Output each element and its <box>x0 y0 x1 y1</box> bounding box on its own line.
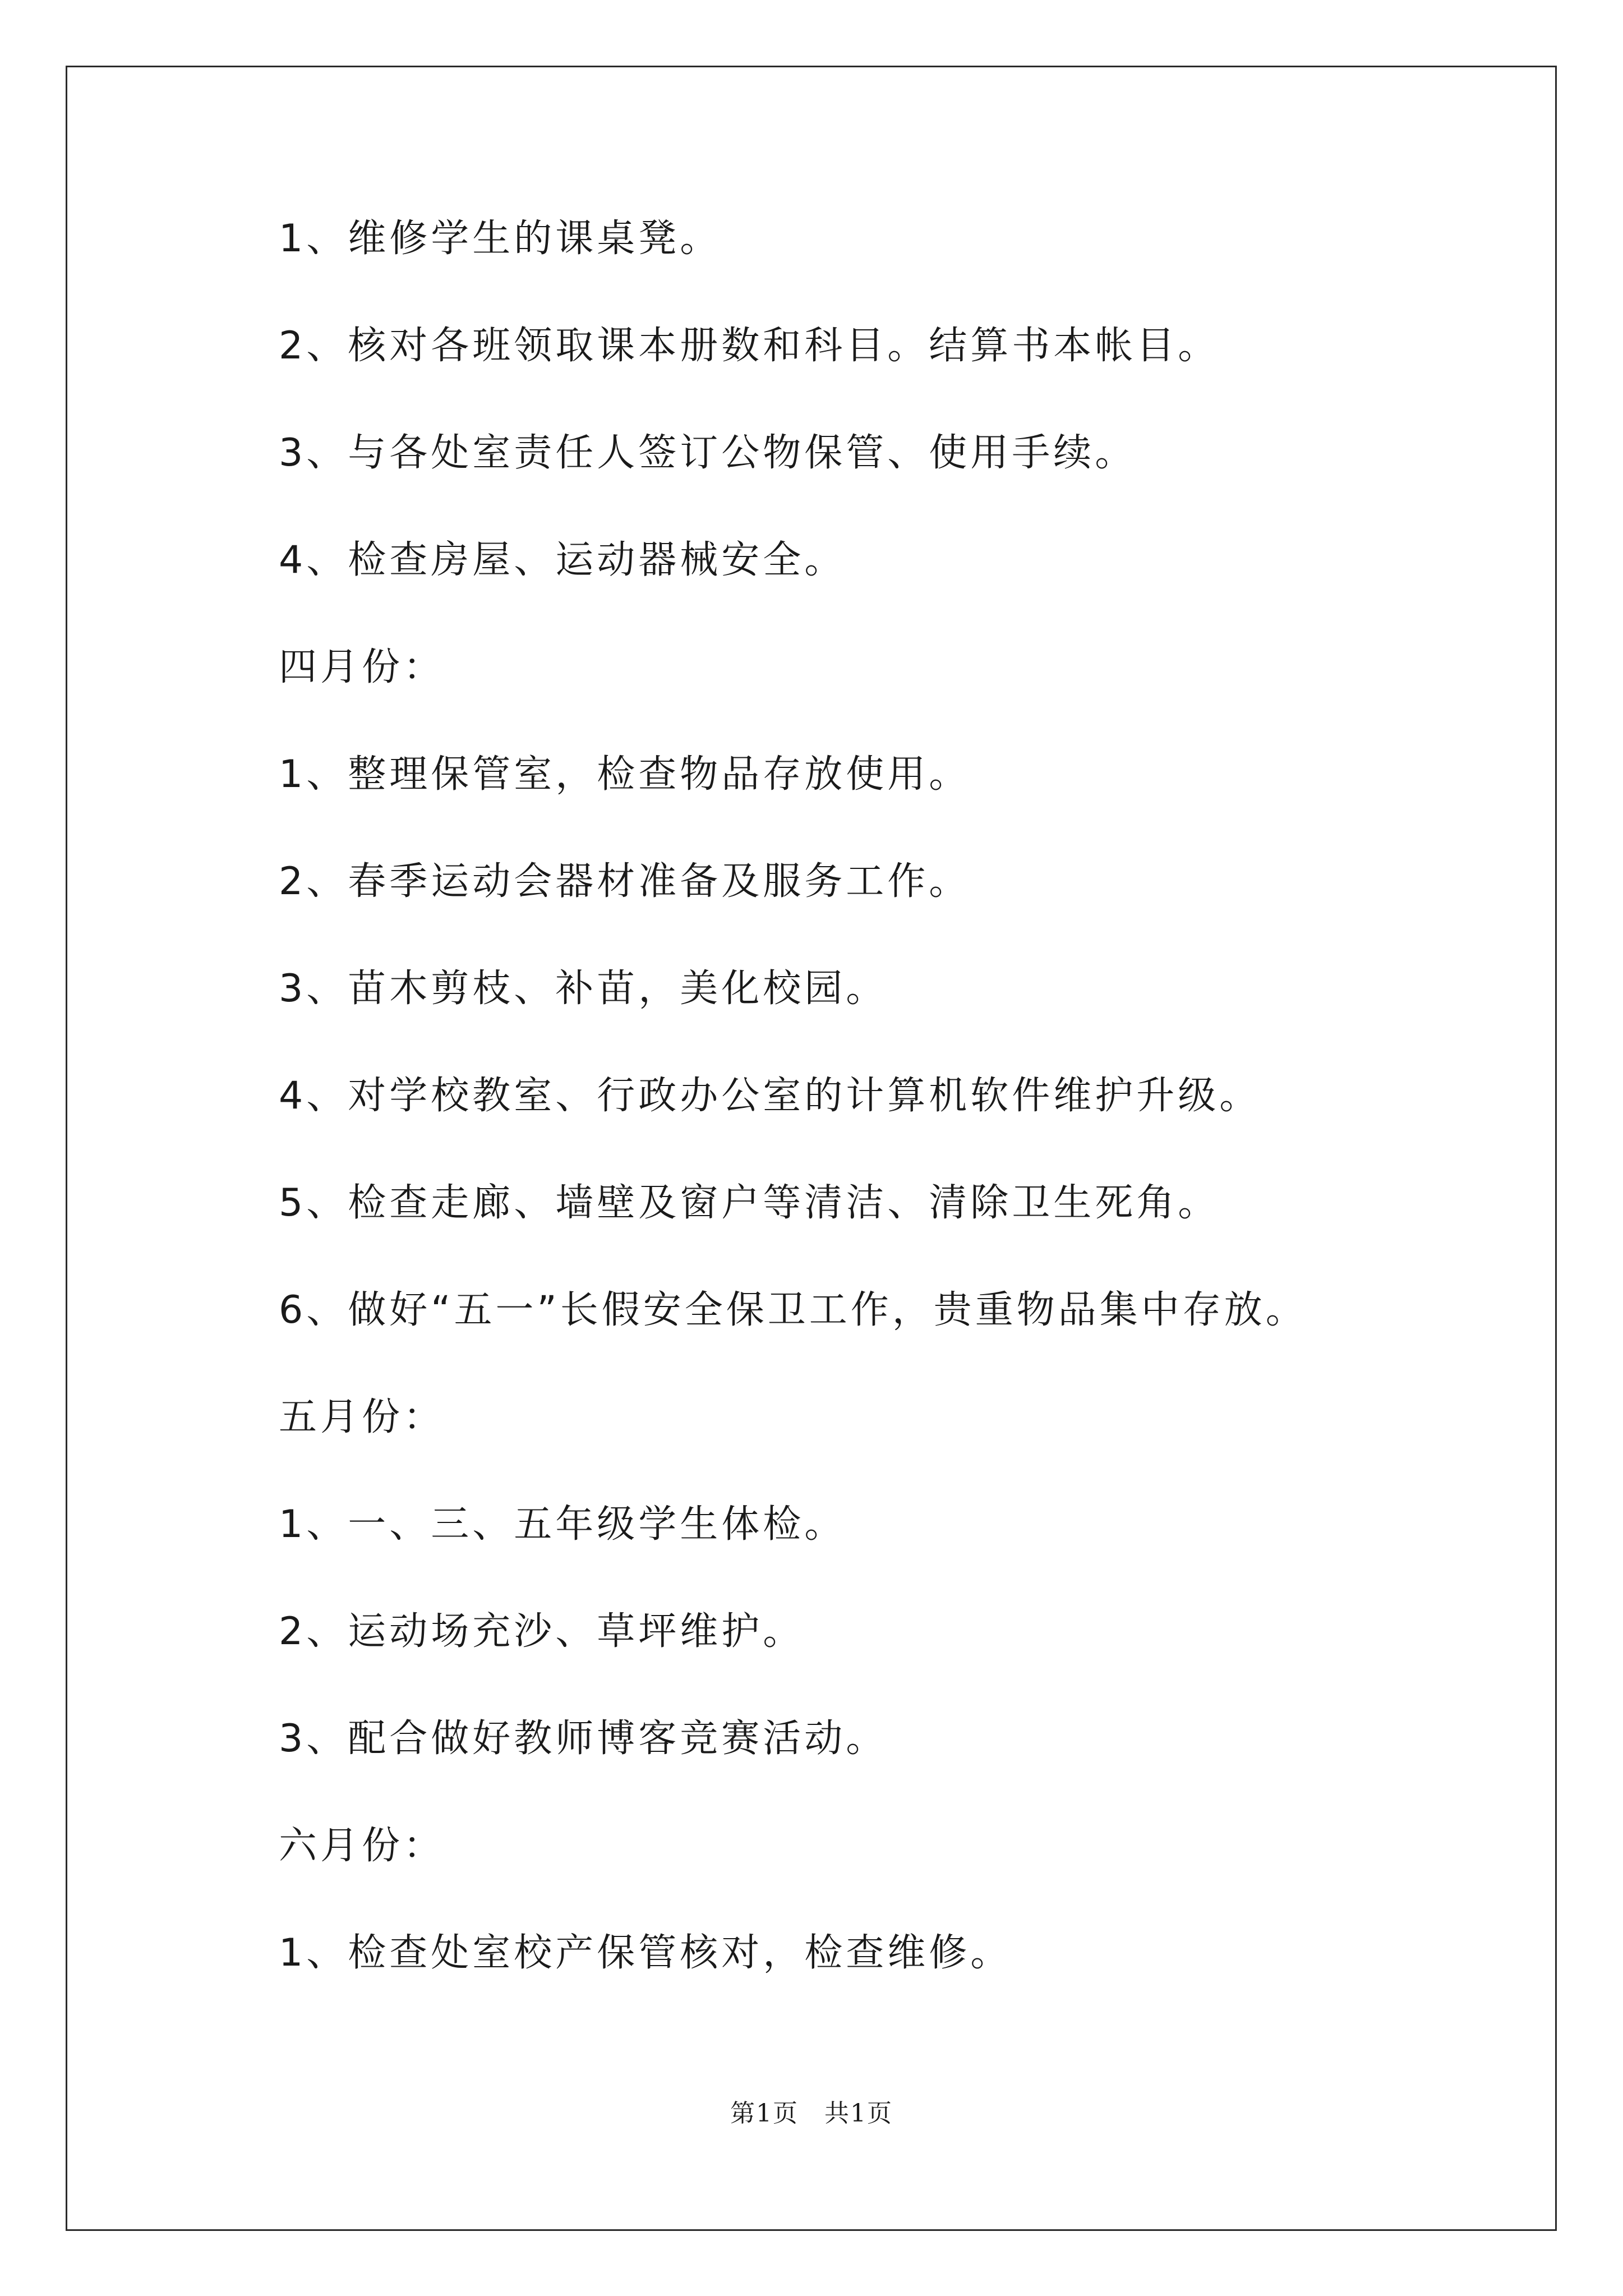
list-item: 3、配合做好教师博客竞赛活动。 <box>279 1717 888 1761</box>
list-item: 1、整理保管室，检查物品存放使用。 <box>279 752 971 797</box>
list-item: 2、运动场充沙、草坪维护。 <box>279 1609 805 1654</box>
list-item: 2、核对各班领取课本册数和科目。结算书本帐目。 <box>279 324 1220 368</box>
list-item: 6、做好“五一”长假安全保卫工作，贵重物品集中存放。 <box>279 1288 1307 1332</box>
section-heading-april: 四月份： <box>279 645 445 689</box>
list-item: 3、与各处室责任人签订公物保管、使用手续。 <box>279 431 1137 475</box>
list-item: 4、对学校教室、行政办公室的计算机软件维护升级。 <box>279 1074 1261 1118</box>
list-item: 5、检查走廊、墙壁及窗户等清洁、清除卫生死角。 <box>279 1181 1220 1225</box>
document-body <box>279 217 1484 2041</box>
list-item: 1、维修学生的课桌凳。 <box>279 217 722 261</box>
section-heading-june: 六月份： <box>279 1824 445 1868</box>
list-item: 1、检查处室校产保管核对，检查维修。 <box>279 1931 1012 1975</box>
list-item: 4、检查房屋、运动器械安全。 <box>279 538 846 582</box>
page-number-footer: 第1页 共1页 <box>730 2099 893 2128</box>
list-item: 2、春季运动会器材准备及服务工作。 <box>279 859 971 904</box>
list-item: 3、苗木剪枝、补苗，美化校园。 <box>279 967 888 1011</box>
list-item: 1、一、三、五年级学生体检。 <box>279 1502 846 1547</box>
section-heading-may: 五月份： <box>279 1395 445 1439</box>
